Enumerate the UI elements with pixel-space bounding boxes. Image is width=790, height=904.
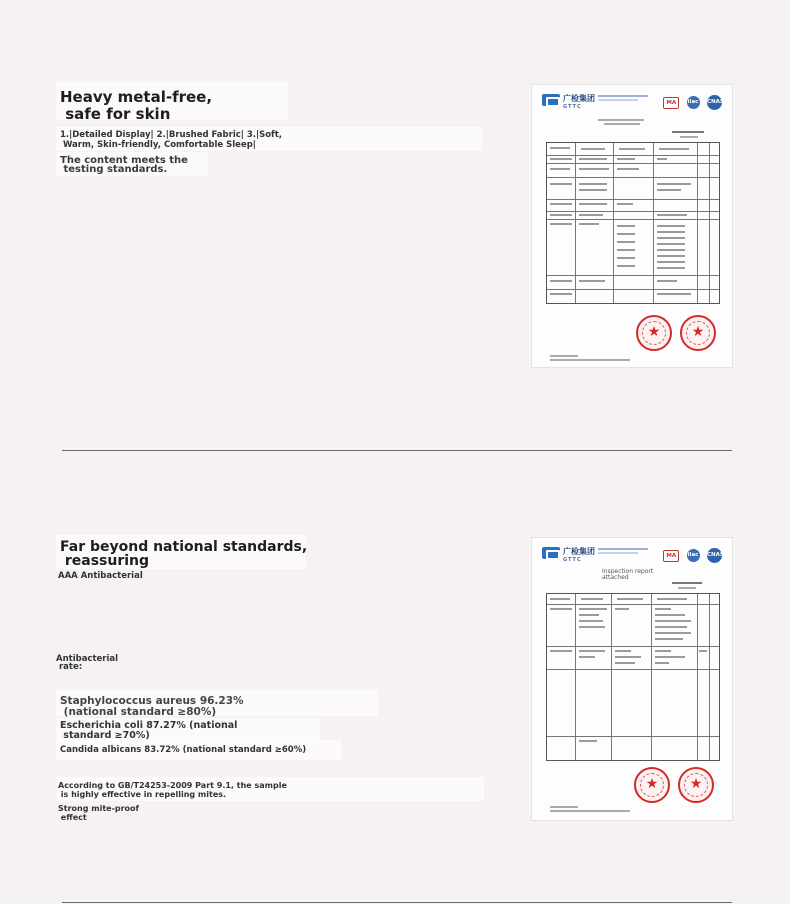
test-report-antibacterial xyxy=(531,537,733,821)
company-name-cn: 广检集团 xyxy=(563,547,595,556)
official-seal-icon: ★ xyxy=(636,315,672,351)
section-divider-bottom xyxy=(62,902,732,903)
section1-standards-note: The content meets the testing standards. xyxy=(60,155,188,175)
official-seal-icon: ★ xyxy=(634,767,670,803)
report-header xyxy=(542,93,722,109)
ilac-badge-icon: ilac xyxy=(687,96,700,109)
gttc-logo-icon xyxy=(542,547,560,559)
staph-result: Staphylococcus aureus 96.23% (national standard ≥80%) xyxy=(60,695,244,718)
candida-result: Candida albicans 83.72% (national standard ≥60%) xyxy=(60,745,307,755)
cma-badge-icon: MA xyxy=(663,97,679,109)
section1-features: 1.|Detailed Display| 2.|Brushed Fabric| 3.|Soft, Warm, Skin-friendly, Comfortable Sleep| xyxy=(60,130,283,150)
mite-label: Strong mite-proof effect xyxy=(58,804,140,822)
ilac-badge-icon: ilac xyxy=(687,549,700,562)
company-name-cn: 广检集团 xyxy=(563,94,595,103)
ecoli-result: Escherichia coli 87.27% (national standard ≥70%) xyxy=(60,720,238,741)
gttc-logo-icon xyxy=(542,94,560,106)
cnas-badge-icon: CNAS xyxy=(707,95,722,110)
certification-badges xyxy=(660,547,722,565)
mite-note: According to GB/T24253-2009 Part 9.1, the sample is highly effective in repelling mites. xyxy=(58,781,287,799)
cnas-badge-icon: CNAS xyxy=(707,548,722,563)
section1-title: Heavy metal-free, safe for skin xyxy=(60,88,213,123)
report-results-table xyxy=(546,142,720,304)
test-report-heavy-metal xyxy=(531,84,733,368)
certification-badges xyxy=(660,94,722,112)
report2-title: Inspection report attached xyxy=(602,568,654,581)
section2-rate-label: Antibacterial rate: xyxy=(56,654,119,672)
section-divider xyxy=(62,450,732,451)
section2-title: Far beyond national standards, reassuring xyxy=(60,539,308,569)
report-results-table xyxy=(546,593,720,761)
official-seal-icon: ★ xyxy=(680,315,716,351)
company-name-en: GTTC xyxy=(563,104,582,110)
report-header xyxy=(542,546,722,562)
company-name-en: GTTC xyxy=(563,557,582,563)
official-seal-icon: ★ xyxy=(678,767,714,803)
cma-badge-icon: MA xyxy=(663,550,679,562)
section2-grade: AAA Antibacterial xyxy=(58,571,143,581)
